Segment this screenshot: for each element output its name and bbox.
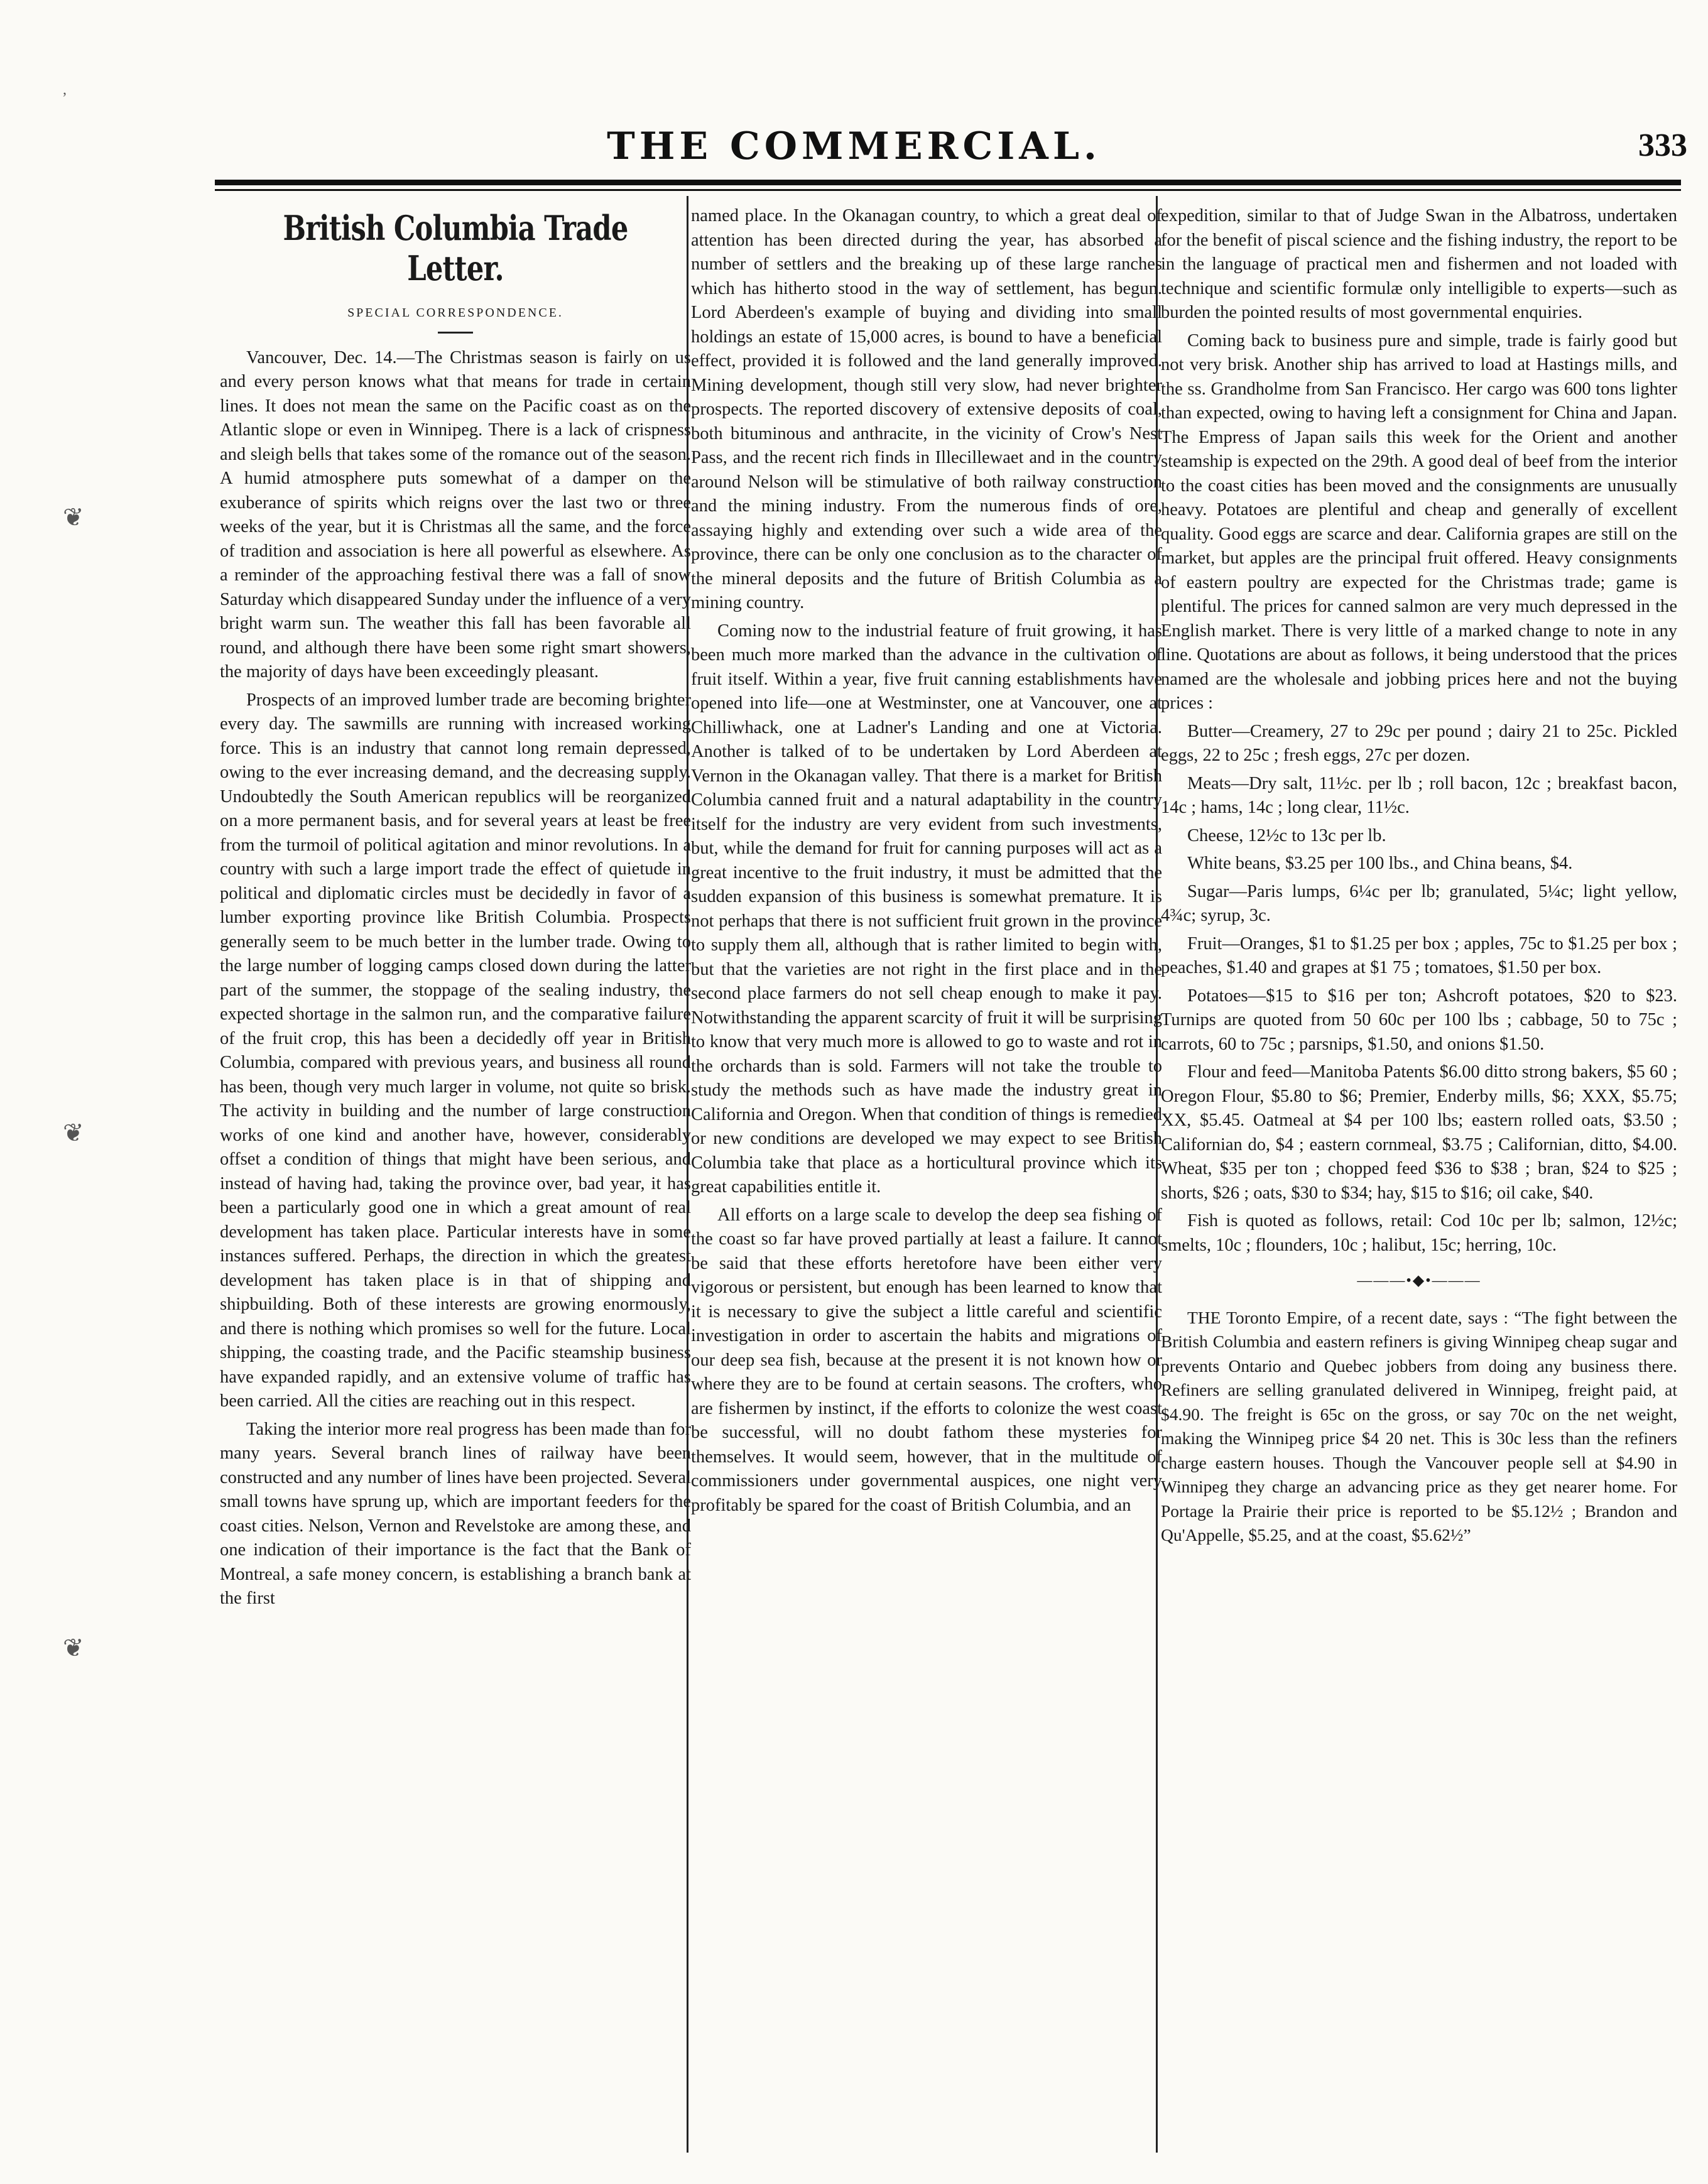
price-quotation: Butter—Creamery, 27 to 29c per pound ; dairy 21 to 25c. Pickled eggs, 22 to 25c ; fresh eggs, 27c per dozen. bbox=[1161, 721, 1677, 765]
price-quotation: Cheese, 12½c to 13c per lb. bbox=[1187, 825, 1386, 845]
price-quotation: Flour and feed—Manitoba Patents $6.00 ditto strong bakers, $5 60 ; Oregon Flour, $5.80 to $6; Premier, Enderby mills, $6; XXX, $5.75; XX, $5.45. Oatmeal at $4 per 100 lbs; eastern rolled oats, $3.50 ; Californian do, $4 ; eastern cornmeal, $3.75 ; Californian, ditto, $4.00. Wheat, $35 per ton ; chopped feed $36 to $38 ; bran, $24 to $25 ; shorts, $26 ; oats, $30 to $34; hay, $15 to $16; oil cake, $40. bbox=[1161, 1062, 1677, 1203]
price-quotation: Meats—Dry salt, 11½c. per lb ; roll bacon, 12c ; breakfast bacon, 14c ; hams, 14c ; long clear, 11½c. bbox=[1161, 773, 1677, 817]
price-quotation: Fish is quoted as follows, retail: Cod 10c per lb; salmon, 12½c; smelts, 10c ; flounders, 10c ; halibut, 15c; herring, 10c. bbox=[1161, 1211, 1677, 1255]
page-number: 333 bbox=[1638, 128, 1687, 163]
margin-mark: ❦ bbox=[63, 503, 84, 531]
price-quotation: Potatoes—$15 to $16 per ton; Ashcroft potatoes, $20 to $23. Turnips are quoted from 50 60c per 100 lbs ; cabbage, 50 to 75c ; carrots, 60 to 75c ; parsnips, $1.50, and onions $1.50. bbox=[1161, 986, 1677, 1054]
column-3 bbox=[1161, 204, 1677, 1548]
price-quotation: Fruit—Oranges, $1 to $1.25 per box ; apples, 75c to $1.25 per box ; peaches, $1.40 and grapes at $1 75 ; tomatoes, $1.50 per box. bbox=[1161, 933, 1677, 977]
empire-item-paragraph: THE Toronto Empire, of a recent date, says : “The fight between the British Columbia and eastern refiners is giving Winnipeg cheap sugar and prevents Ontario and Quebec jobbers from doing any business there. Refiners are selling granulated delivered in Winnipeg, freight paid, at $4.90. The freight is 65c on the gross, or say 70c on the net weight, making the Winnipeg price $4 20 net. This is 30c less than the refiners charge eastern houses. Though the Vancouver people sell at $4.90 in Winnipeg they charge an advancing price as they get nearer home. For Portage la Prairie their price is reported to be $5.12½ ; Brandon and Qu'Appelle, $5.25, and at the coast, $5.62½” bbox=[1161, 1307, 1677, 1545]
column-1 bbox=[220, 204, 691, 1611]
margin-mark: ❦ bbox=[63, 1119, 84, 1147]
price-quotation: Sugar—Paris lumps, 6¼c per lb; granulated, 5¼c; light yellow, 4¾c; syrup, 3c. bbox=[1161, 881, 1677, 925]
article-paragraph: Prospects of an improved lumber trade are becoming brighter every day. The sawmills are running with increased working force. This is an industry that cannot long remain depressed, owing to the ever increasing demand, and the decreasing supply. Undoubtedly the South American republics will be reorganized on a more permanent basis, and for several years at least be free from the turmoil of political agitation and minor revolutions. In a country with such a large import trade the effect of quietude in political and diplomatic circles must be decidedly in favor of a lumber exporting province like British Columbia. Prospects generally seem to be much better in the lumber trade. Owing to the large number of logging camps closed down during the latter part of the summer, the stoppage of the sealing industry, the expected shortage in the salmon run, and the comparative failure of the fruit crop, this has been a decidedly off year in British Columbia, compared with previous years, and business all round has been, though very much larger in volume, not quite so brisk. The activity in building and the number of large construction works of one kind and another have, however, considerably offset a condition of things that might have been serious, and instead of having had, taking the province over, bad year, it has been a particularly good one in which a great amount of real development has taken place. Particular interests have in some instances suffered. Perhaps, the direction in which the greatest development has taken place is in that of shipping and shipbuilding. Both of these interests are growing enormously, and there is nothing which promises so well for the future. Local shipping, the coasting trade, and the Pacific steamship business have expanded rapidly, and an extensive volume of traffic has been carried. All the cities are reaching out in this respect. bbox=[220, 690, 691, 1411]
margin-mark: ❦ bbox=[63, 1634, 84, 1662]
article-paragraph: named place. In the Okanagan country, to which a great deal of attention has been directed during the year, has absorbed a number of settlers and the breaking up of these large ranches which has hitherto stood in the way of settlement, has begun. Lord Aberdeen's example of buying and dividing into small holdings an estate of 15,000 acres, is bound to have a beneficial effect, provided it is followed and the land generally improved. Mining development, though still very slow, had never brighter prospects. The reported discovery of extensive deposits of coal, both bituminous and anthracite, in the vicinity of Crow's Nest Pass, and the recent rich finds in Illecillewaet and in the country around Nelson will be stimulative of both railway construction and the mining industry. From the numerous finds of ore, assaying highly and extending over such a wide area of the province, there can be only one conclusion as to the character of the mineral deposits and the future of British Columbia as a mining country. bbox=[691, 206, 1162, 612]
article-paragraph: Vancouver, Dec. 14.—The Christmas season is fairly on us and every person knows what that means for trade in certain lines. It does not mean the same on the Pacific coast as on the Atlantic slope or even in Winnipeg. There is a lack of crispness and sleigh bells that takes some of the romance out of the season. A humid atmosphere puts somewhat of a damper on the exuberance of spirits which reigns over the last two or three weeks of the year, but it is Christmas all the same, and the force of tradition and association is here all powerful as elsewhere. As a reminder of the approaching festival there was a fall of snow Saturday which disappeared Sunday under the influence of a very bright warm sun. The weather this fall has been favorable all round, and although there have been some right smart showers, the majority of days have been exceedingly pleasant. bbox=[220, 347, 691, 682]
article-paragraph: Taking the interior more real progress has been made than for many years. Several branch lines of railway have been constructed and any number of lines have been projected. Several small towns have sprung up, which are important feeders for the coast cities. Nelson, Vernon and Revelstoke are among these, and one indication of their importance is the fact that the Bank of Montreal, a safe money concern, is establishing a branch bank at the first bbox=[220, 1419, 691, 1608]
column-2 bbox=[691, 204, 1162, 1518]
header-rule-thick bbox=[215, 180, 1681, 185]
article-paragraph: Coming now to the industrial feature of fruit growing, it has been much more marked than the advance in the cultivation of fruit itself. Within a year, five fruit canning establishments have opened into life—one at Westminster, one at Vancouver, one at Chilliwhack, one at Ladner's Landing and one at Victoria. Another is talked of to be undertaken by Lord Aberdeen at Vernon in the Okanagan valley. That there is a market for British Columbia canned fruit and a natural adaptability in the country itself for the industry are very evident from such investments, but, while the demand for fruit for canning purposes will act as a great incentive to the fruit industry, it must be admitted that the sudden expansion of this business is somewhat premature. It is not perhaps that there is not sufficient fruit grown in the province to supply them all, although that is rather limited to begin with, but that the varieties are not right in the first place and in the second place farmers do not sell cheap enough to make it pay. Notwithstanding the apparent scarcity of fruit it will be surprising to know that very much more is allowed to go to waste and rot in the orchards than is sold. Farmers will not take the trouble to study the methods such as have made the industry great in California and Oregon. When that condition of things is remedied or new conditions are developed we may expect to see British Columbia take that place as a horticultural province which its great capabilities entitle it. bbox=[691, 621, 1162, 1197]
masthead-title: THE COMMERCIAL. bbox=[607, 124, 1101, 168]
article-paragraph: All efforts on a large scale to develop the deep sea fishing of the coast so far have proved partially at least a failure. It cannot be said that these efforts heretofore have been either very vigorous or persistent, but enough has been learned to know that it is necessary to give the subject a little careful and scientific investigation in order to ascertain the habits and migrations of our deep sea fish, because at the present it is not known how or where they are to be found at certain seasons. The crofters, who are fishermen by instinct, if the efforts to colonize the west coast be successful, will no doubt fathom these mysteries for themselves. It would seem, however, that in the multitude of commissioners under governmental auspices, one night very profitably be spared for the coast of British Columbia, and an bbox=[691, 1205, 1162, 1515]
price-quotation: White beans, $3.25 per 100 lbs., and China beans, $4. bbox=[1187, 854, 1573, 873]
section-divider-ornament: ———•◆•——— bbox=[1357, 1273, 1481, 1289]
byline-rule bbox=[438, 332, 473, 334]
margin-mark: , bbox=[63, 82, 67, 98]
article-paragraph: expedition, similar to that of Judge Swan in the Albatross, undertaken for the benefit of piscal science and the fishing industry, the report to be in the language of practical men and fishermen and not loaded with technique and scientific formulæ only intelligible to experts—such as burden the pointed results of most governmental enquiries. bbox=[1161, 206, 1677, 322]
header-rule-thin bbox=[215, 189, 1681, 191]
article-headline: British Columbia Trade Letter. bbox=[283, 208, 628, 288]
article-paragraph: Coming back to business pure and simple, trade is fairly good but not very brisk. Another ship has arrived to load at Hastings mills, and the ss. Grandholme from San Francisco. Her cargo was 600 tons lighter than expected, owing to having left a consignment for China and Japan. The Empress of Japan sails this week for the Orient and another steamship is expected on the 29th. A good deal of beef from the interior to the coast cities has been moved and the consignments are unusually heavy. Potatoes are plentiful and cheap and generally of excellent quality. Good eggs are scarce and dear. California grapes are still on the market, but apples are the principal fruit offered. Heavy consignments of eastern poultry are expected for the Christmas trade; game is plentiful. The prices for canned salmon are very much depressed in the English market. There is very little of a marked change to note in any line. Quotations are about as follows, it being understood that the prices named are the wholesale and jobbing prices here and not the buying prices : bbox=[1161, 330, 1677, 713]
article-byline: SPECIAL CORRESPONDENCE. bbox=[347, 306, 563, 320]
